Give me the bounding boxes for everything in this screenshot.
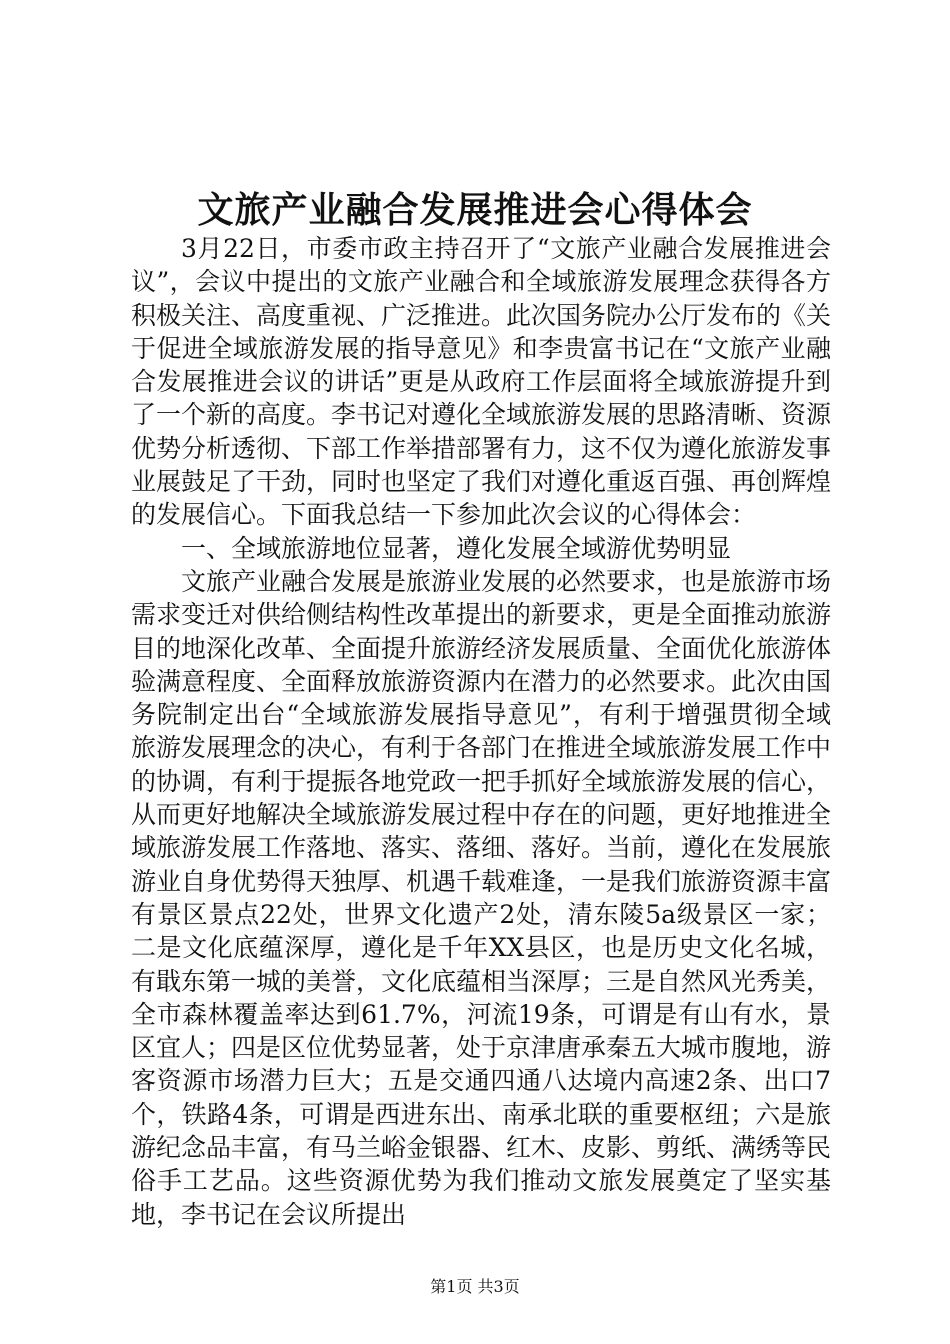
paragraph-section-1: 文旅产业融合发展是旅游业发展的必然要求，也是旅游市场需求变迁对供给侧结构性改革提出的新要求，更是全面推动旅游目的地深化改革、全面提升旅游经济发展质量、全面优化旅游体验满意程度、全面释放旅游资源内在潜力的必然要求。此次由国务院制定出台“全域旅游发展指导意见”，有利于增强贯彻全域旅游发展理念的决心，有利于各部门在推进全域旅游发展工作中的协调，有利于提振各地党政一把手抓好全域旅游发展的信心，从而更好地解决全域旅游发展过程中存在的问题，更好地推进全域旅游发展工作落地、落实、落细、落好。当前，遵化在发展旅游业自身优势得天独厚、机遇千载难逢，一是我们旅游资源丰富有景区景点22处，世界文化遗产2处，清东陵5a级景区一家；二是文化底蕴深厚，遵化是千年XX县区，也是历史文化名城，有戢东第一城的美誉，文化底蕴相当深厚；三是自然风光秀美，全市森林覆盖率达到61.7%，河流19条，可谓是有山有水，景区宜人；四是区位优势显著，处于京津唐承秦五大城市腹地，游客资源市场潜力巨大；五是交通四通八达境内高速2条、出口7个，铁路4条，可谓是西进东出、南承北联的重要枢纽；六是旅游纪念品丰富，有马兰峪金银器、红木、皮影、剪纸、满绣等民俗手工艺品。这些资源优势为我们推动文旅发展奠定了坚实基地，李书记在会议所提出: [131, 566, 832, 1229]
page-footer: 第1页 共3页: [430, 1277, 520, 1296]
paragraph-intro: 3月22日，市委市政主持召开了“文旅产业融合发展推进会议”，会议中提出的文旅产业融合和全域旅游发展理念获得各方积极关注、高度重视、广泛推进。此次国务院办公厅发布的《关于促进全域旅游发展的指导意见》和李贵富书记在“文旅产业融合发展推进会议的讲话”更是从政府工作层面将全域旅游提升到了一个新的高度。李书记对遵化全域旅游发展的思路清晰、资源优势分析透彻、下部工作举措部署有力，这不仅为遵化旅游发事业展鼓足了干劲，同时也坚定了我们对遵化重返百强、再创辉煌的发展信心。下面我总结一下参加此次会议的心得体会：: [131, 234, 832, 530]
section-heading-1: 一、全域旅游地位显著，遵化发展全域游优势明显: [181, 533, 732, 563]
document-body: [131, 232, 831, 1231]
document-title: 文旅产业融合发展推进会心得体会: [197, 189, 753, 231]
